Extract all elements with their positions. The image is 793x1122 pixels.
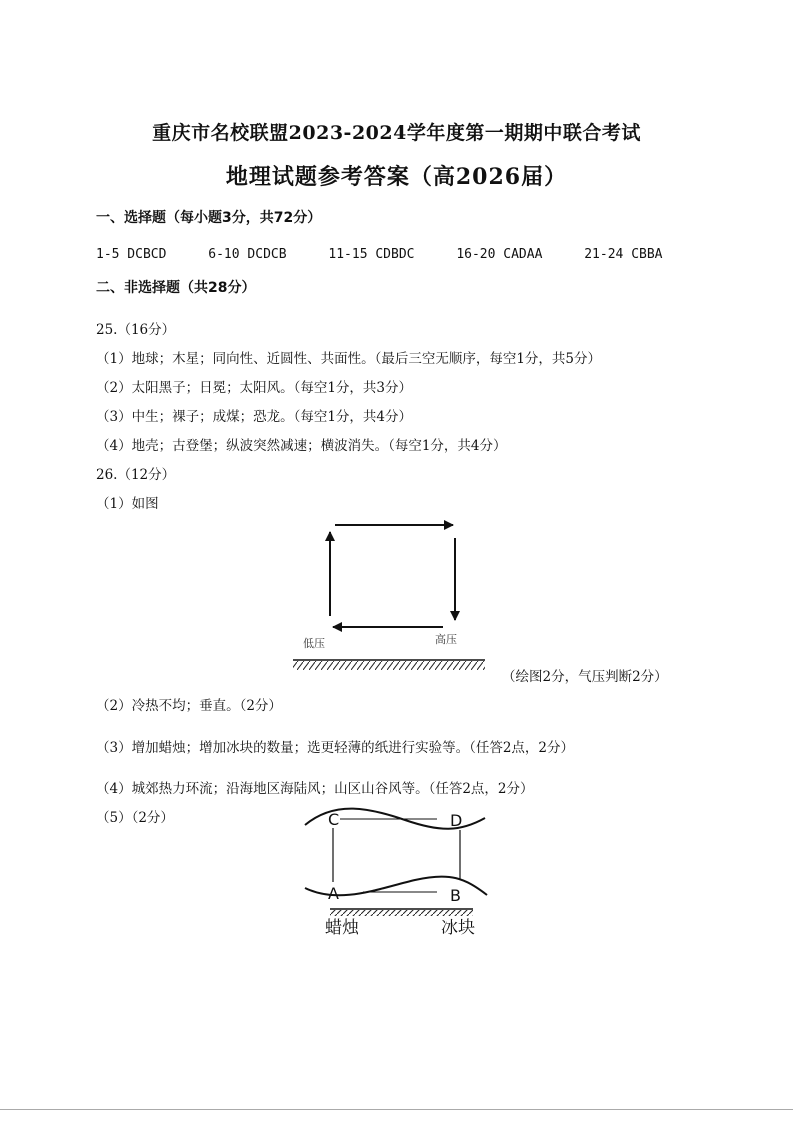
- q26-part1: （1）如图: [96, 496, 159, 512]
- mcq-answers-row: [96, 247, 697, 262]
- q26-part5: （5）（2分）: [96, 810, 174, 826]
- q26-part3: （3）增加蜡烛；增加冰块的数量；选更轻薄的纸进行实验等。（任答2点，2分）: [96, 740, 575, 756]
- q25-item-2: （2）太阳黑子；日冕；太阳风。（每空1分，共3分）: [96, 380, 413, 396]
- exam-title: 重庆市名校联盟2023-2024学年度第一期期中联合考试: [152, 122, 641, 144]
- mcq-answer-group: 21-24 CBBA: [584, 247, 663, 262]
- candle-label: 蜡烛: [325, 918, 359, 938]
- answer-key-subtitle: 地理试题参考答案（高2026届）: [225, 164, 568, 190]
- ice-label: 冰块: [441, 918, 475, 938]
- mcq-answer-group: 11-15 CDBDC: [328, 247, 415, 262]
- q26-part4: （4）城郊热力环流；沿海地区海陆风；山区山谷风等。（任答2点，2分）: [96, 781, 534, 797]
- q25-title: 25.（16分）: [96, 322, 176, 338]
- mcq-answer-group: 1-5 DCBCD: [96, 247, 167, 262]
- point-c-label: C: [328, 810, 340, 829]
- circulation-diagram: [285, 510, 490, 675]
- page-bottom-rule: [0, 1109, 793, 1110]
- q25-item-1: （1）地球；木星；同向性、近圆性、共面性。（最后三空无顺序，每空1分，共5分）: [96, 351, 602, 367]
- diagram1-note: （绘图2分，气压判断2分）: [502, 669, 668, 685]
- section2-heading: 二、非选择题（共28分）: [96, 280, 256, 296]
- mcq-answer-group: 16-20 CADAA: [456, 247, 543, 262]
- q25-item-3: （3）中生；裸子；成煤；恐龙。（每空1分，共4分）: [96, 409, 413, 425]
- point-b-label: B: [450, 886, 461, 905]
- high-pressure-label: 高压: [435, 633, 457, 646]
- mcq-answer-group: 6-10 DCDCB: [208, 247, 287, 262]
- ground-hatching: [330, 910, 473, 916]
- point-d-label: D: [450, 811, 463, 830]
- ground-hatching: [293, 661, 485, 670]
- low-pressure-label: 低压: [303, 637, 325, 650]
- point-a-label: A: [328, 884, 339, 903]
- isobar-diagram: [295, 800, 495, 945]
- section1-heading: 一、选择题（每小题3分，共72分）: [96, 210, 322, 226]
- q26-title: 26.（12分）: [96, 467, 176, 483]
- q25-item-4: （4）地壳；古登堡；纵波突然减速；横波消失。（每空1分，共4分）: [96, 438, 507, 454]
- q26-part2: （2）冷热不均；垂直。（2分）: [96, 698, 282, 714]
